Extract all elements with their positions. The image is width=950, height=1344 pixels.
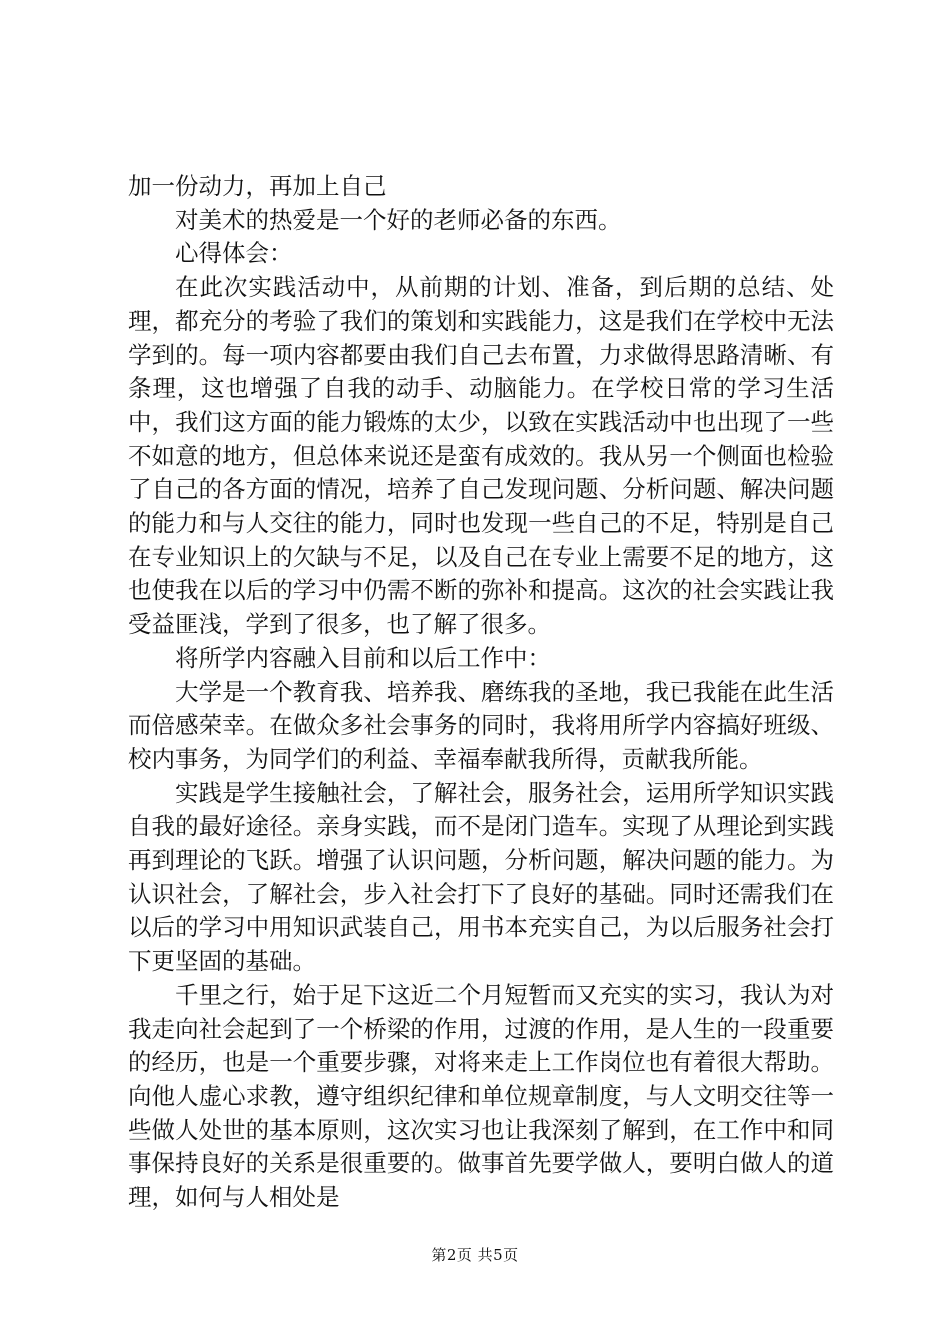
document-body xyxy=(128,170,834,1215)
page-number-footer: 第2页 共5页 xyxy=(431,1246,519,1264)
heading-reflections: 心得体会： xyxy=(175,239,293,268)
paragraph-art-love: 对美术的热爱是一个好的老师必备的东西。 xyxy=(175,205,622,234)
heading-apply-learning: 将所学内容融入目前和以后工作中： xyxy=(175,643,551,672)
paragraph-university: 大学是一个教育我、培养我、磨练我的圣地，我已我能在此生活而倍感荣幸。在做众多社会事务的同时，我将用所学内容搞好班级、校内事务，为同学们的利益、幸福奉献我所得，贡献我所能。 xyxy=(128,677,834,773)
paragraph-internship: 千里之行，始于足下这近二个月短暂而又充实的实习，我认为对我走向社会起到了一个桥梁的作用，过渡的作用，是人生的一段重要的经历，也是一个重要步骤，对将来走上工作岗位也有着很大帮助。向他人虚心求教，遵守组织纪律和单位规章制度，与人文明交往等一些做人处世的基本原则，这次实习也让我深刻了解到，在工作中和同事保持良好的关系是很重要的。做事首先要学做人，要明白做人的道理，如何与人相处是 xyxy=(128,980,834,1212)
paragraph-continuation: 加一份动力，再加上自己 xyxy=(128,172,387,200)
paragraph-practice-path: 实践是学生接触社会，了解社会，服务社会，运用所学知识实践自我的最好途径。亲身实践，而不是闭门造车。实现了从理论到实践再到理论的飞跃。增强了认识问题，分析问题，解决问题的能力。为认识社会，了解社会，步入社会打下了良好的基础。同时还需我们在以后的学习中用知识武装自己，用书本充实自己，为以后服务社会打下更坚固的基础。 xyxy=(128,778,834,976)
paragraph-practice-activity: 在此次实践活动中，从前期的计划、准备，到后期的总结、处理，都充分的考验了我们的策划和实践能力，这是我们在学校中无法学到的。每一项内容都要由我们自己去布置，力求做得思路清晰、有条理，这也增强了自我的动手、动脑能力。在学校日常的学习生活中，我们这方面的能力锻炼的太少，以致在实践活动中也出现了一些不如意的地方，但总体来说还是蛮有成效的。我从另一个侧面也检验了自己的各方面的情况，培养了自己发现问题、分析问题、解决问题的能力和与人交往的能力，同时也发现一些自己的不足，特别是自己在专业知识上的欠缺与不足，以及自己在专业上需要不足的地方，这也使我在以后的学习中仍需不断的弥补和提高。这次的社会实践让我受益匪浅，学到了很多，也了解了很多。 xyxy=(128,273,834,639)
